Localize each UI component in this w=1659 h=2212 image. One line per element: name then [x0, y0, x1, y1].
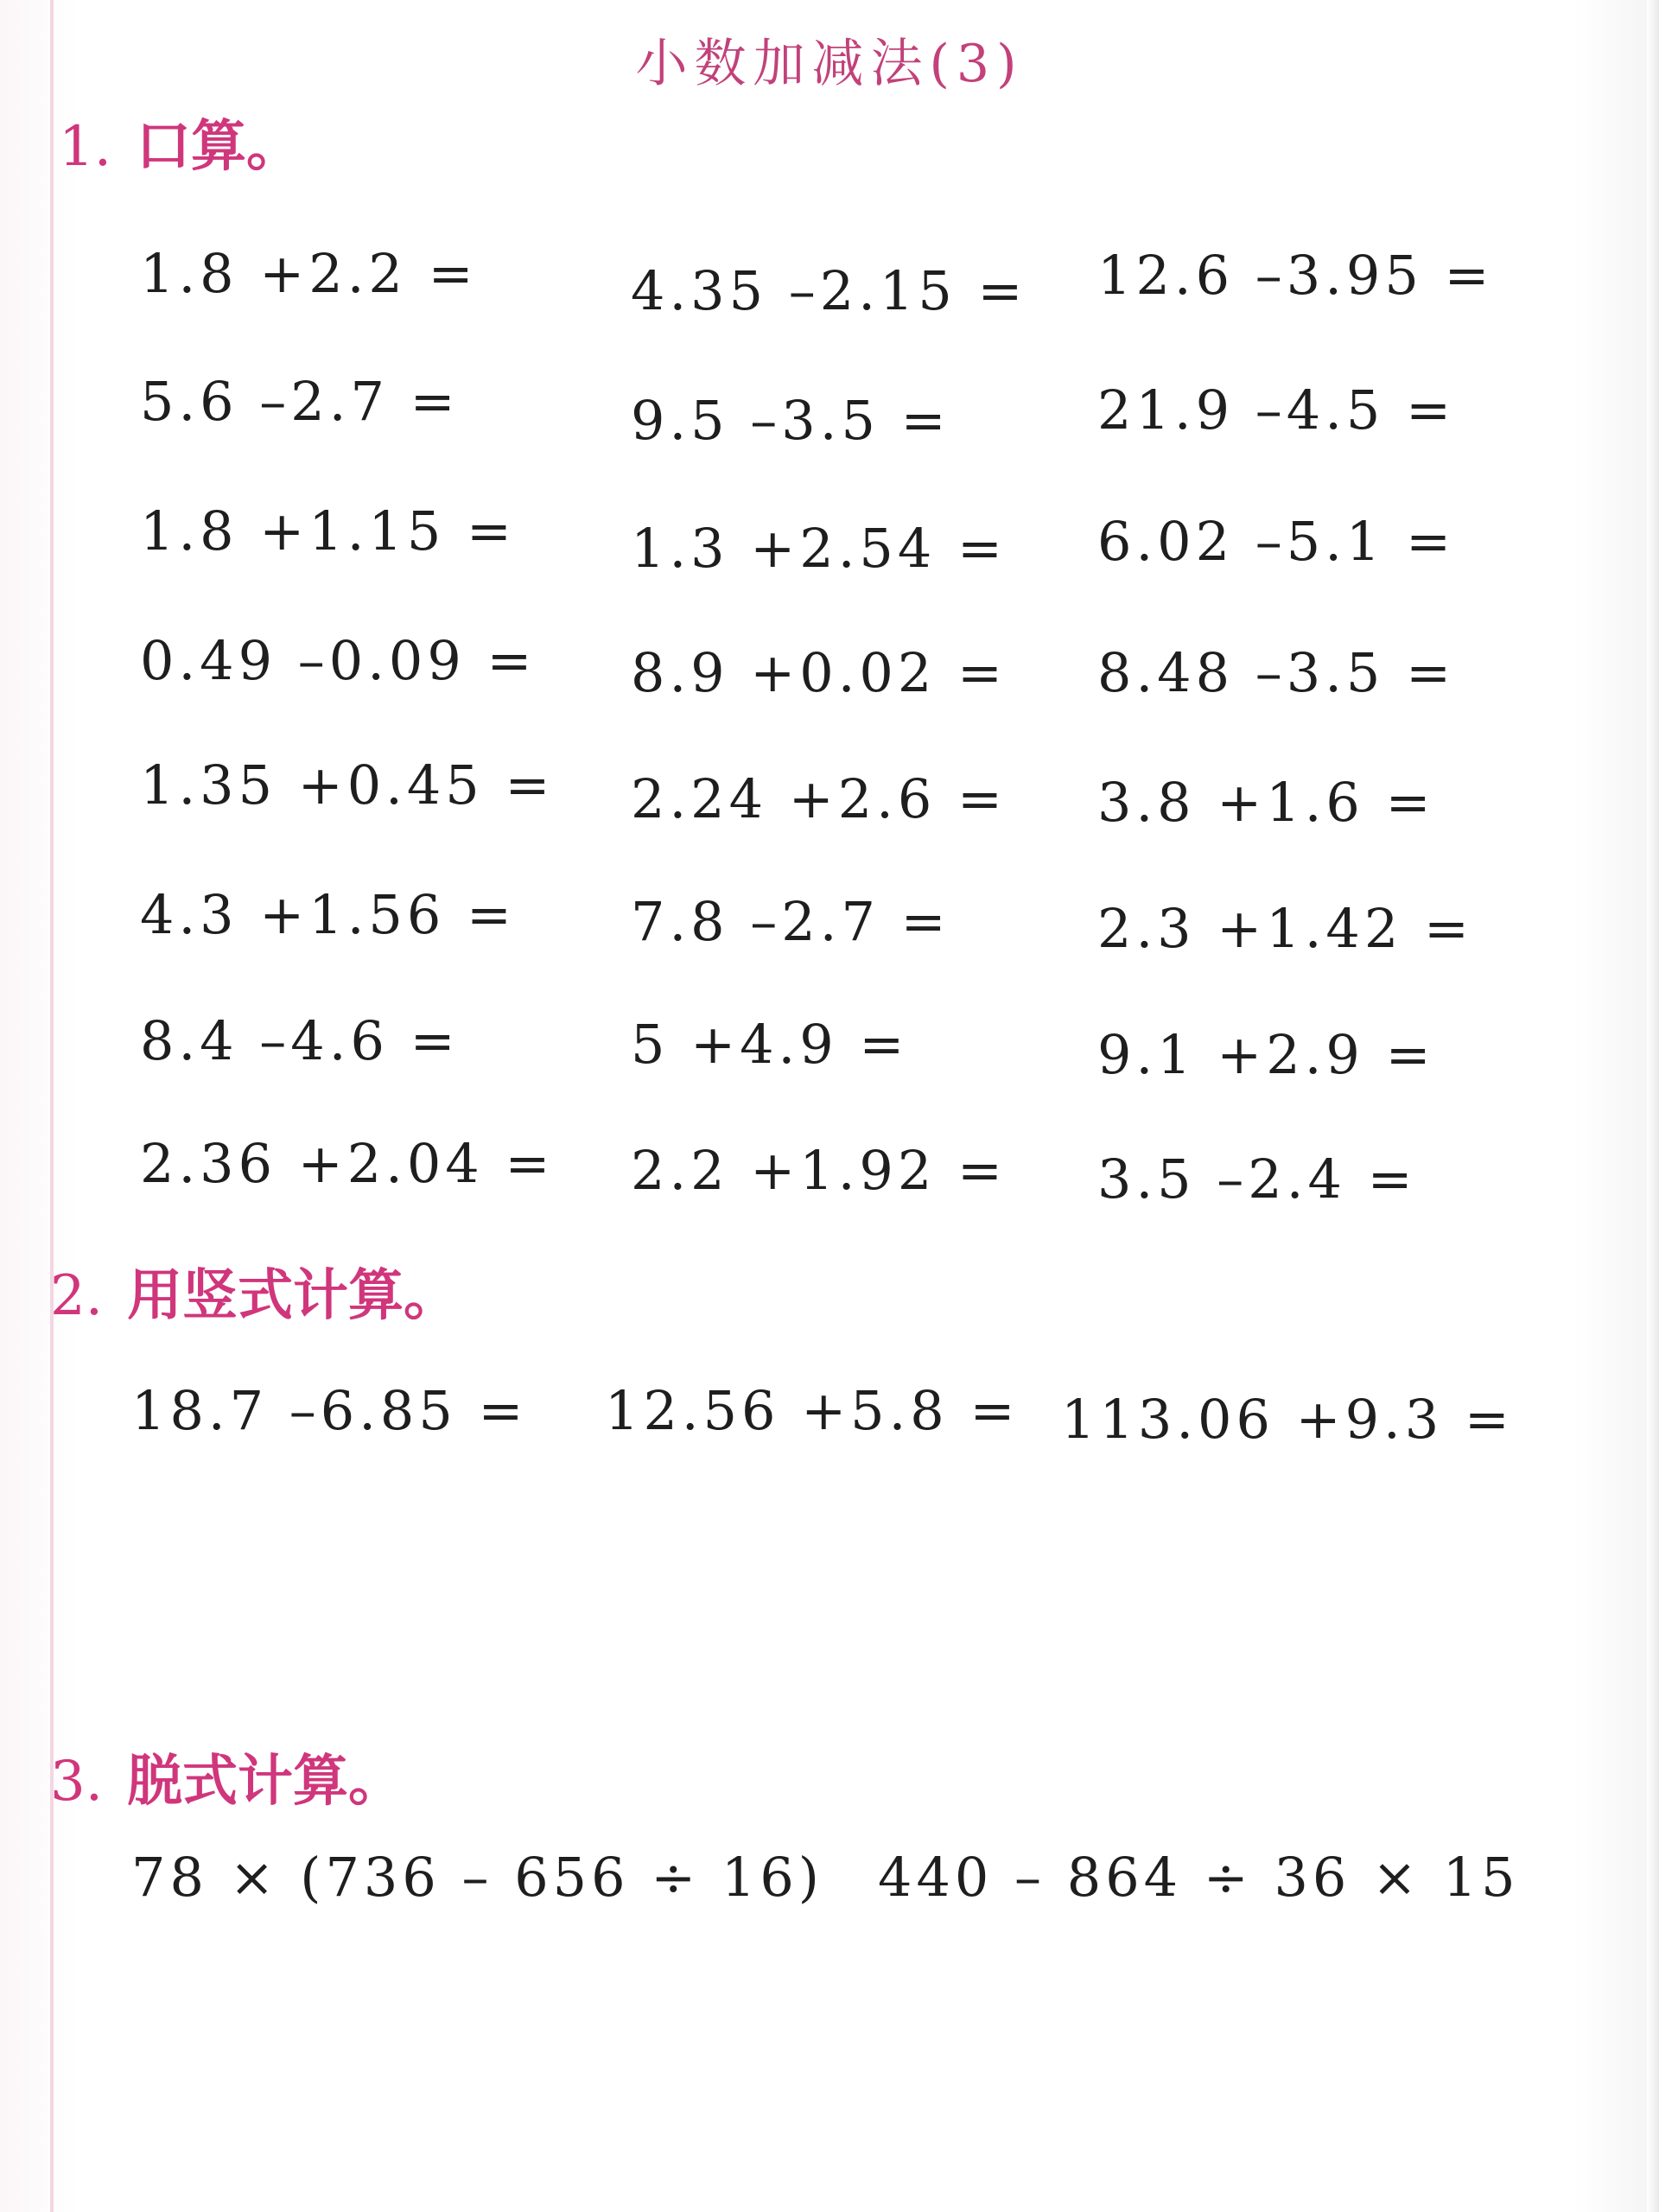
mental-math-item: 8.4 –4.6 =	[140, 1009, 460, 1072]
section-2-number: 2.	[50, 1264, 104, 1328]
mental-math-item: 2.3 +1.42 =	[1097, 897, 1473, 960]
mental-math-item: 7.8 –2.7 =	[631, 890, 950, 953]
vertical-calc-item: 113.06 +9.3 =	[1061, 1388, 1514, 1451]
mental-math-item: 8.9 +0.02 =	[631, 641, 1007, 704]
vertical-calc-item: 12.56 +5.8 =	[605, 1379, 1020, 1442]
worksheet-title: 小数加减法(3)	[635, 34, 1024, 94]
mental-math-item: 6.02 –5.1 =	[1097, 510, 1456, 573]
mental-math-item: 9.5 –3.5 =	[631, 389, 950, 452]
mental-math-item: 1.3 +2.54 =	[631, 517, 1007, 580]
mental-math-item: 21.9 –4.5 =	[1097, 378, 1456, 442]
mental-math-item: 2.2 +1.92 =	[631, 1139, 1007, 1202]
mental-math-item: 1.8 +2.2 =	[140, 242, 478, 305]
mental-math-item: 5 +4.9 =	[631, 1013, 909, 1076]
section-3-heading	[50, 1737, 404, 1816]
mental-math-item: 1.8 +1.15 =	[140, 499, 516, 563]
mental-math-item: 12.6 –3.95 =	[1097, 244, 1494, 307]
section-3-number: 3.	[50, 1750, 104, 1814]
mental-math-item: 1.35 +0.45 =	[140, 753, 555, 817]
section-2-heading	[50, 1251, 459, 1331]
mental-math-item: 4.35 –2.15 =	[631, 259, 1027, 322]
mental-math-item: 9.1 +2.9 =	[1097, 1023, 1435, 1086]
section-1-label: 口算。	[136, 114, 302, 179]
page-left-rule	[50, 0, 54, 2212]
mental-math-item: 2.24 +2.6 =	[631, 767, 1007, 830]
mental-math-item: 3.5 –2.4 =	[1097, 1147, 1417, 1211]
section-1-number: 1.	[59, 115, 112, 179]
section-3-label: 脱式计算。	[127, 1749, 404, 1814]
step-calc-item: 440 – 864 ÷ 36 × 15	[878, 1846, 1520, 1909]
mental-math-item: 2.36 +2.04 =	[140, 1132, 555, 1195]
step-calc-item: 78 × (736 – 656 ÷ 16)	[131, 1846, 823, 1909]
section-1-heading	[59, 102, 302, 181]
mental-math-item: 0.49 –0.09 =	[140, 629, 537, 692]
mental-math-item: 3.8 +1.6 =	[1097, 771, 1435, 834]
section-2-label: 用竖式计算。	[127, 1263, 460, 1328]
mental-math-item: 8.48 –3.5 =	[1097, 641, 1456, 704]
vertical-calc-item: 18.7 –6.85 =	[131, 1379, 528, 1442]
mental-math-item: 5.6 –2.7 =	[140, 370, 460, 433]
mental-math-item: 4.3 +1.56 =	[140, 883, 516, 946]
page-right-edge	[1647, 0, 1659, 2212]
